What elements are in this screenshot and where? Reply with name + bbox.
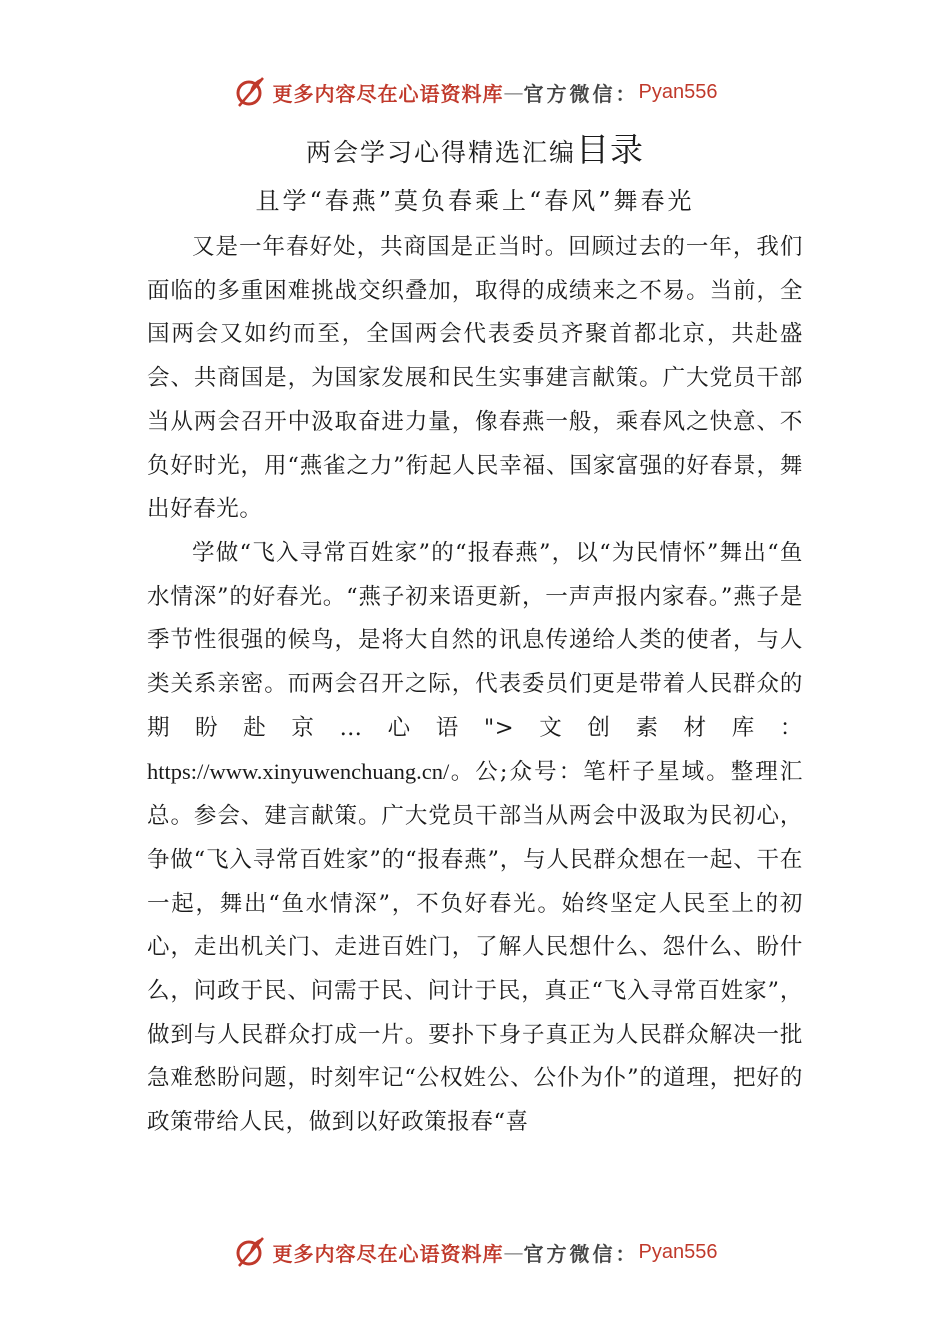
document-title — [0, 128, 950, 175]
paragraph-2-lead: 学做“飞入寻常百姓家”的“报春燕”，以“为民情怀”舞出“鱼水情深”的好春光。“燕子初来语更新，一声声报内家春。”燕子是季节性很强的候鸟，是将大自然的讯息传递给人类的使者，与人类关系亲密。而两会召开之际，代表委员们更是带着人民群众的期盼赴京…心语">文创素材库： — [147, 539, 803, 741]
paragraph-1: 又是一年春好处，共商国是正当时。回顾过去的一年，我们面临的多重困难挑战交织叠加，取得的成绩来之不易。当前，全国两会又如约而至，全国两会代表委员齐聚首都北京，共赴盛会、共商国是，为国家发展和民生实事建言献策。广大党员干部当从两会召开中汲取奋进力量，像春燕一般，乘春风之快意、不负好时光，用“燕雀之力”衔起人民幸福、国家富强的好春景，舞出好春光。 — [147, 234, 803, 523]
banner-wechat-id: Pyan556 — [638, 1240, 718, 1263]
banner-main-text: 更多内容尽在心语资料库 — [272, 81, 504, 106]
paragraph-2 — [147, 532, 803, 1145]
banner-wechat-id: Pyan556 — [638, 80, 718, 103]
banner-dash: — — [503, 1240, 524, 1264]
quill-logo-icon — [233, 1234, 269, 1270]
quill-logo-icon — [233, 74, 269, 110]
source-url: https://www.xinyuwenchuang.cn/ — [147, 759, 450, 785]
article-subtitle: 且学“春燕”莫负春乘上“春风”舞春光 — [255, 187, 695, 215]
document-title-text: 两会学习心得精选汇编 — [305, 138, 576, 167]
footer-banner — [0, 1232, 950, 1272]
header-banner — [0, 72, 950, 112]
banner-dash: — — [503, 80, 524, 104]
banner-wechat-label: 官方微信： — [523, 81, 639, 106]
article-body — [147, 226, 803, 1145]
banner-wechat-label: 官方微信： — [523, 1241, 639, 1266]
document-title-suffix: 目录 — [576, 130, 644, 169]
banner-main-text: 更多内容尽在心语资料库 — [272, 1241, 504, 1266]
paragraph-2-rest: 。公;众号：笔杆子星域。整理汇总。参会、建言献策。广大党员干部当从两会中汲取为民初心，争做“飞入寻常百姓家”的“报春燕”，与人民群众想在一起、干在一起，舞出“鱼水情深”，不负好春光。始终坚定人民至上的初心，走出机关门、走进百姓门，了解人民想什么、怨什么、盼什么，问政于民、问需于民、问计于民，真正“飞入寻常百姓家”，做到与人民群众打成一片。要扑下身子真正为人民群众解决一批急难愁盼问题，时刻牢记“公权姓公、公仆为仆”的道理，把好的政策带给人民，做到以好政策报春“喜 — [147, 759, 803, 1136]
